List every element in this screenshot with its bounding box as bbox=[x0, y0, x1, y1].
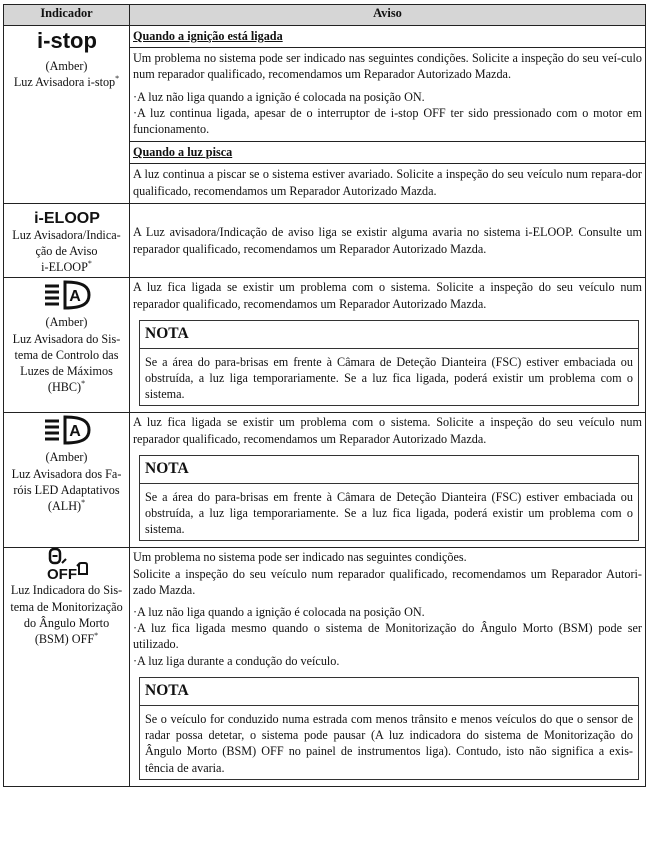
header-indicator: Indicador bbox=[4, 5, 130, 26]
warning-light-table bbox=[3, 4, 646, 787]
bsm-note-title: NOTA bbox=[140, 678, 638, 706]
eloop-name-line-3: i-ELOOP* bbox=[41, 259, 92, 275]
indicator-color-hbc: (Amber) bbox=[45, 315, 88, 330]
hbc-note-body: Se a área do para-brisas em frente à Câmara de Deteção Dianteira (FSC) estiver embaciada ou obstruída, a luz liga temporariamente. Se a luz fica ligada, poderá existir um problema com o sistema. bbox=[145, 354, 633, 402]
alh-note-box bbox=[139, 455, 639, 542]
istop-heading-blink: Quando a luz pisca bbox=[130, 142, 645, 164]
eloop-name-line-1: Luz Avisadora/Indica- bbox=[12, 227, 121, 242]
bsm-note-box bbox=[139, 677, 639, 780]
alh-para: A luz fica ligada se existir um problema com o sistema. Solicite a inspeção do seu veículo num reparador qualificado, recomendamos um Reparador Autorizado Mazda. bbox=[133, 415, 642, 446]
eloop-para: A Luz avisadora/Indicação de aviso liga se existir alguma avaria no sistema i-ELOOP. Consulte um reparador qualificado, recomendamos um Reparador Autorizado Mazda. bbox=[133, 225, 642, 256]
alh-note-body: Se a área do para-brisas em frente à Câmara de Deteção Dianteira (FSC) estiver embaciada ou obstruída, a luz liga temporariamente. Se a luz fica ligada, poderá existir um problema com o sistema. bbox=[145, 489, 633, 537]
svg-text:OFF: OFF bbox=[46, 566, 77, 583]
alh-note-title: NOTA bbox=[140, 456, 638, 484]
istop-bullet-1: ·A luz não liga quando a ignição é colocada na posição ON. bbox=[133, 89, 425, 104]
bsm-para-1: Um problema no sistema pode ser indicado nas seguintes condições. bbox=[133, 550, 467, 565]
bsm-para-2: Solicite a inspeção do seu veículo num reparador qualificado, recomendamos um Reparador Autori-zado Mazda. bbox=[133, 566, 642, 597]
table-row-eloop bbox=[4, 203, 646, 278]
istop-icon bbox=[32, 26, 102, 54]
table-row-alh bbox=[4, 413, 646, 548]
hbc-para: A luz fica ligada se existir um problema com o sistema. Solicite a inspeção do seu veículo num reparador qualificado, recomendamos um Reparador Autorizado Mazda. bbox=[133, 280, 642, 311]
hbc-note-title: NOTA bbox=[140, 321, 638, 349]
high-beam-auto-icon bbox=[41, 278, 93, 314]
eloop-icon bbox=[29, 207, 105, 227]
bsm-bullet-3: ·A luz liga durante a condução do veículo. bbox=[133, 653, 340, 668]
bsm-bullet-2: ·A luz fica ligada mesmo quando o sistema de Monitorização do Ângulo Morto (BSM) pode ser utilizado. bbox=[133, 621, 642, 652]
istop-bullet-2: ·A luz continua ligada, apesar de o interruptor de i-stop OFF ter sido pressionado com o motor em funcionamento. bbox=[133, 105, 642, 137]
svg-text:A: A bbox=[68, 423, 81, 441]
indicator-cell-alh: A (Amber) Luz Avisadora dos Fa- róis LED Adaptativos (ALH)* bbox=[4, 413, 130, 548]
table-row-hbc bbox=[4, 278, 646, 413]
eloop-name-line-2: ção de Aviso bbox=[35, 244, 98, 259]
svg-text:i-ELOOP: i-ELOOP bbox=[33, 209, 100, 227]
warning-cell-bsm bbox=[130, 548, 646, 786]
istop-heading-ignition: Quando a ignição está ligada bbox=[130, 26, 645, 48]
hbc-note-box bbox=[139, 320, 639, 407]
warning-cell-istop bbox=[130, 26, 646, 204]
bsm-off-icon bbox=[44, 548, 90, 582]
table-row-bsm bbox=[4, 548, 646, 786]
bsm-note-body: Se o veículo for conduzido numa estrada com menos trânsito e menos veículos do que o sensor de radar possa detetar, o sistema pode pausar (A luz indicadora do sistema de Monitorização do Ângulo Morto (BSM) OFF no painel de instrumentos liga). Contudo, isto não significa a exis-tência de avaria. bbox=[145, 711, 633, 775]
adaptive-led-headlight-icon bbox=[41, 413, 93, 449]
indicator-cell-istop bbox=[4, 26, 130, 204]
istop-icon-text: i-stop bbox=[36, 28, 97, 53]
istop-conditions bbox=[130, 48, 645, 142]
indicator-cell-bsm: OFF Luz Indicadora do Sis- tema de Monitorização do Ângulo Morto (BSM) OFF* bbox=[4, 548, 130, 786]
indicator-name-istop: Luz Avisadora i-stop* bbox=[13, 74, 120, 90]
istop-para-1: Um problema no sistema pode ser indicado nas seguintes condições. Solicite a inspeção do seu veí-culo num reparador qualificado, recomendamos um Reparador Autorizado Mazda. bbox=[133, 51, 642, 82]
bsm-bullet-1: ·A luz não liga quando a ignição é colocada na posição ON. bbox=[133, 605, 425, 620]
indicator-cell-eloop bbox=[4, 203, 130, 278]
warning-cell-hbc bbox=[130, 278, 646, 413]
table-row-istop bbox=[4, 26, 646, 204]
indicator-color-alh: (Amber) bbox=[45, 450, 88, 465]
warning-cell-alh bbox=[130, 413, 646, 548]
table-header-row bbox=[4, 5, 646, 26]
warning-cell-eloop bbox=[130, 203, 646, 278]
header-warning: Aviso bbox=[130, 5, 646, 26]
indicator-cell-hbc: A (Amber) Luz Avisadora do Sis- tema de Controlo das Luzes de Máximos (HBC)* bbox=[4, 278, 130, 413]
istop-blink-text: A luz continua a piscar se o sistema estiver avariado. Solicite a inspeção do seu veículo num repara-dor qualificado, recomendamos um Reparador Autorizado Mazda. bbox=[133, 167, 642, 198]
svg-text:A: A bbox=[68, 288, 81, 306]
indicator-color-istop: (Amber) bbox=[45, 59, 88, 73]
